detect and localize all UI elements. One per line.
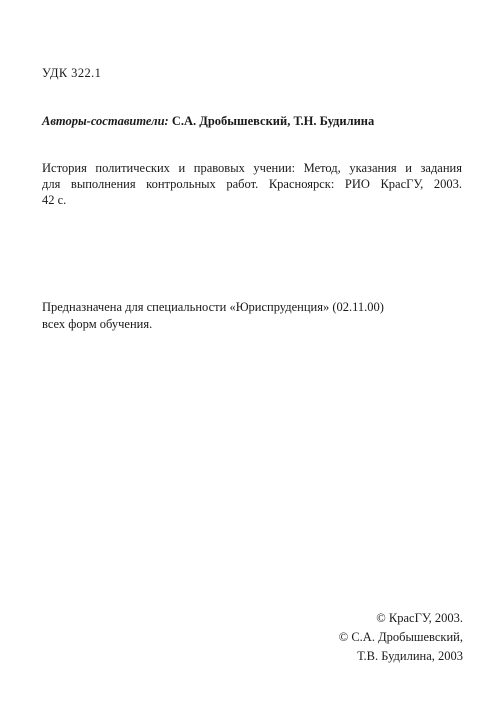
citation-line: для выполнения контрольных работ. Красноярск: РИО КрасГУ, 2003. xyxy=(42,177,462,191)
udk-code: УДК 322.1 xyxy=(42,66,102,80)
citation-line: История политических и правовых учении: Метод, указания и задания xyxy=(42,161,462,175)
bibliographic-citation xyxy=(42,160,462,208)
authors-line xyxy=(42,114,374,129)
authors-label: Авторы-составители: xyxy=(42,114,169,128)
copyright-line: © КрасГУ, 2003. xyxy=(376,611,463,625)
purpose-statement xyxy=(42,299,384,333)
authors-names: С.А. Дробышевский, Т.Н. Будилина xyxy=(171,114,375,128)
copyright-line: © С.А. Дробышевский, xyxy=(338,630,463,644)
purpose-line: всех форм обучения. xyxy=(42,317,153,331)
copyright-block xyxy=(339,609,463,666)
citation-line: 42 с. xyxy=(42,193,67,207)
purpose-line: Предназначена для специальности «Юриспруденция» (02.11.00) xyxy=(42,300,384,314)
copyright-line: Т.В. Будилина, 2003 xyxy=(357,649,463,663)
